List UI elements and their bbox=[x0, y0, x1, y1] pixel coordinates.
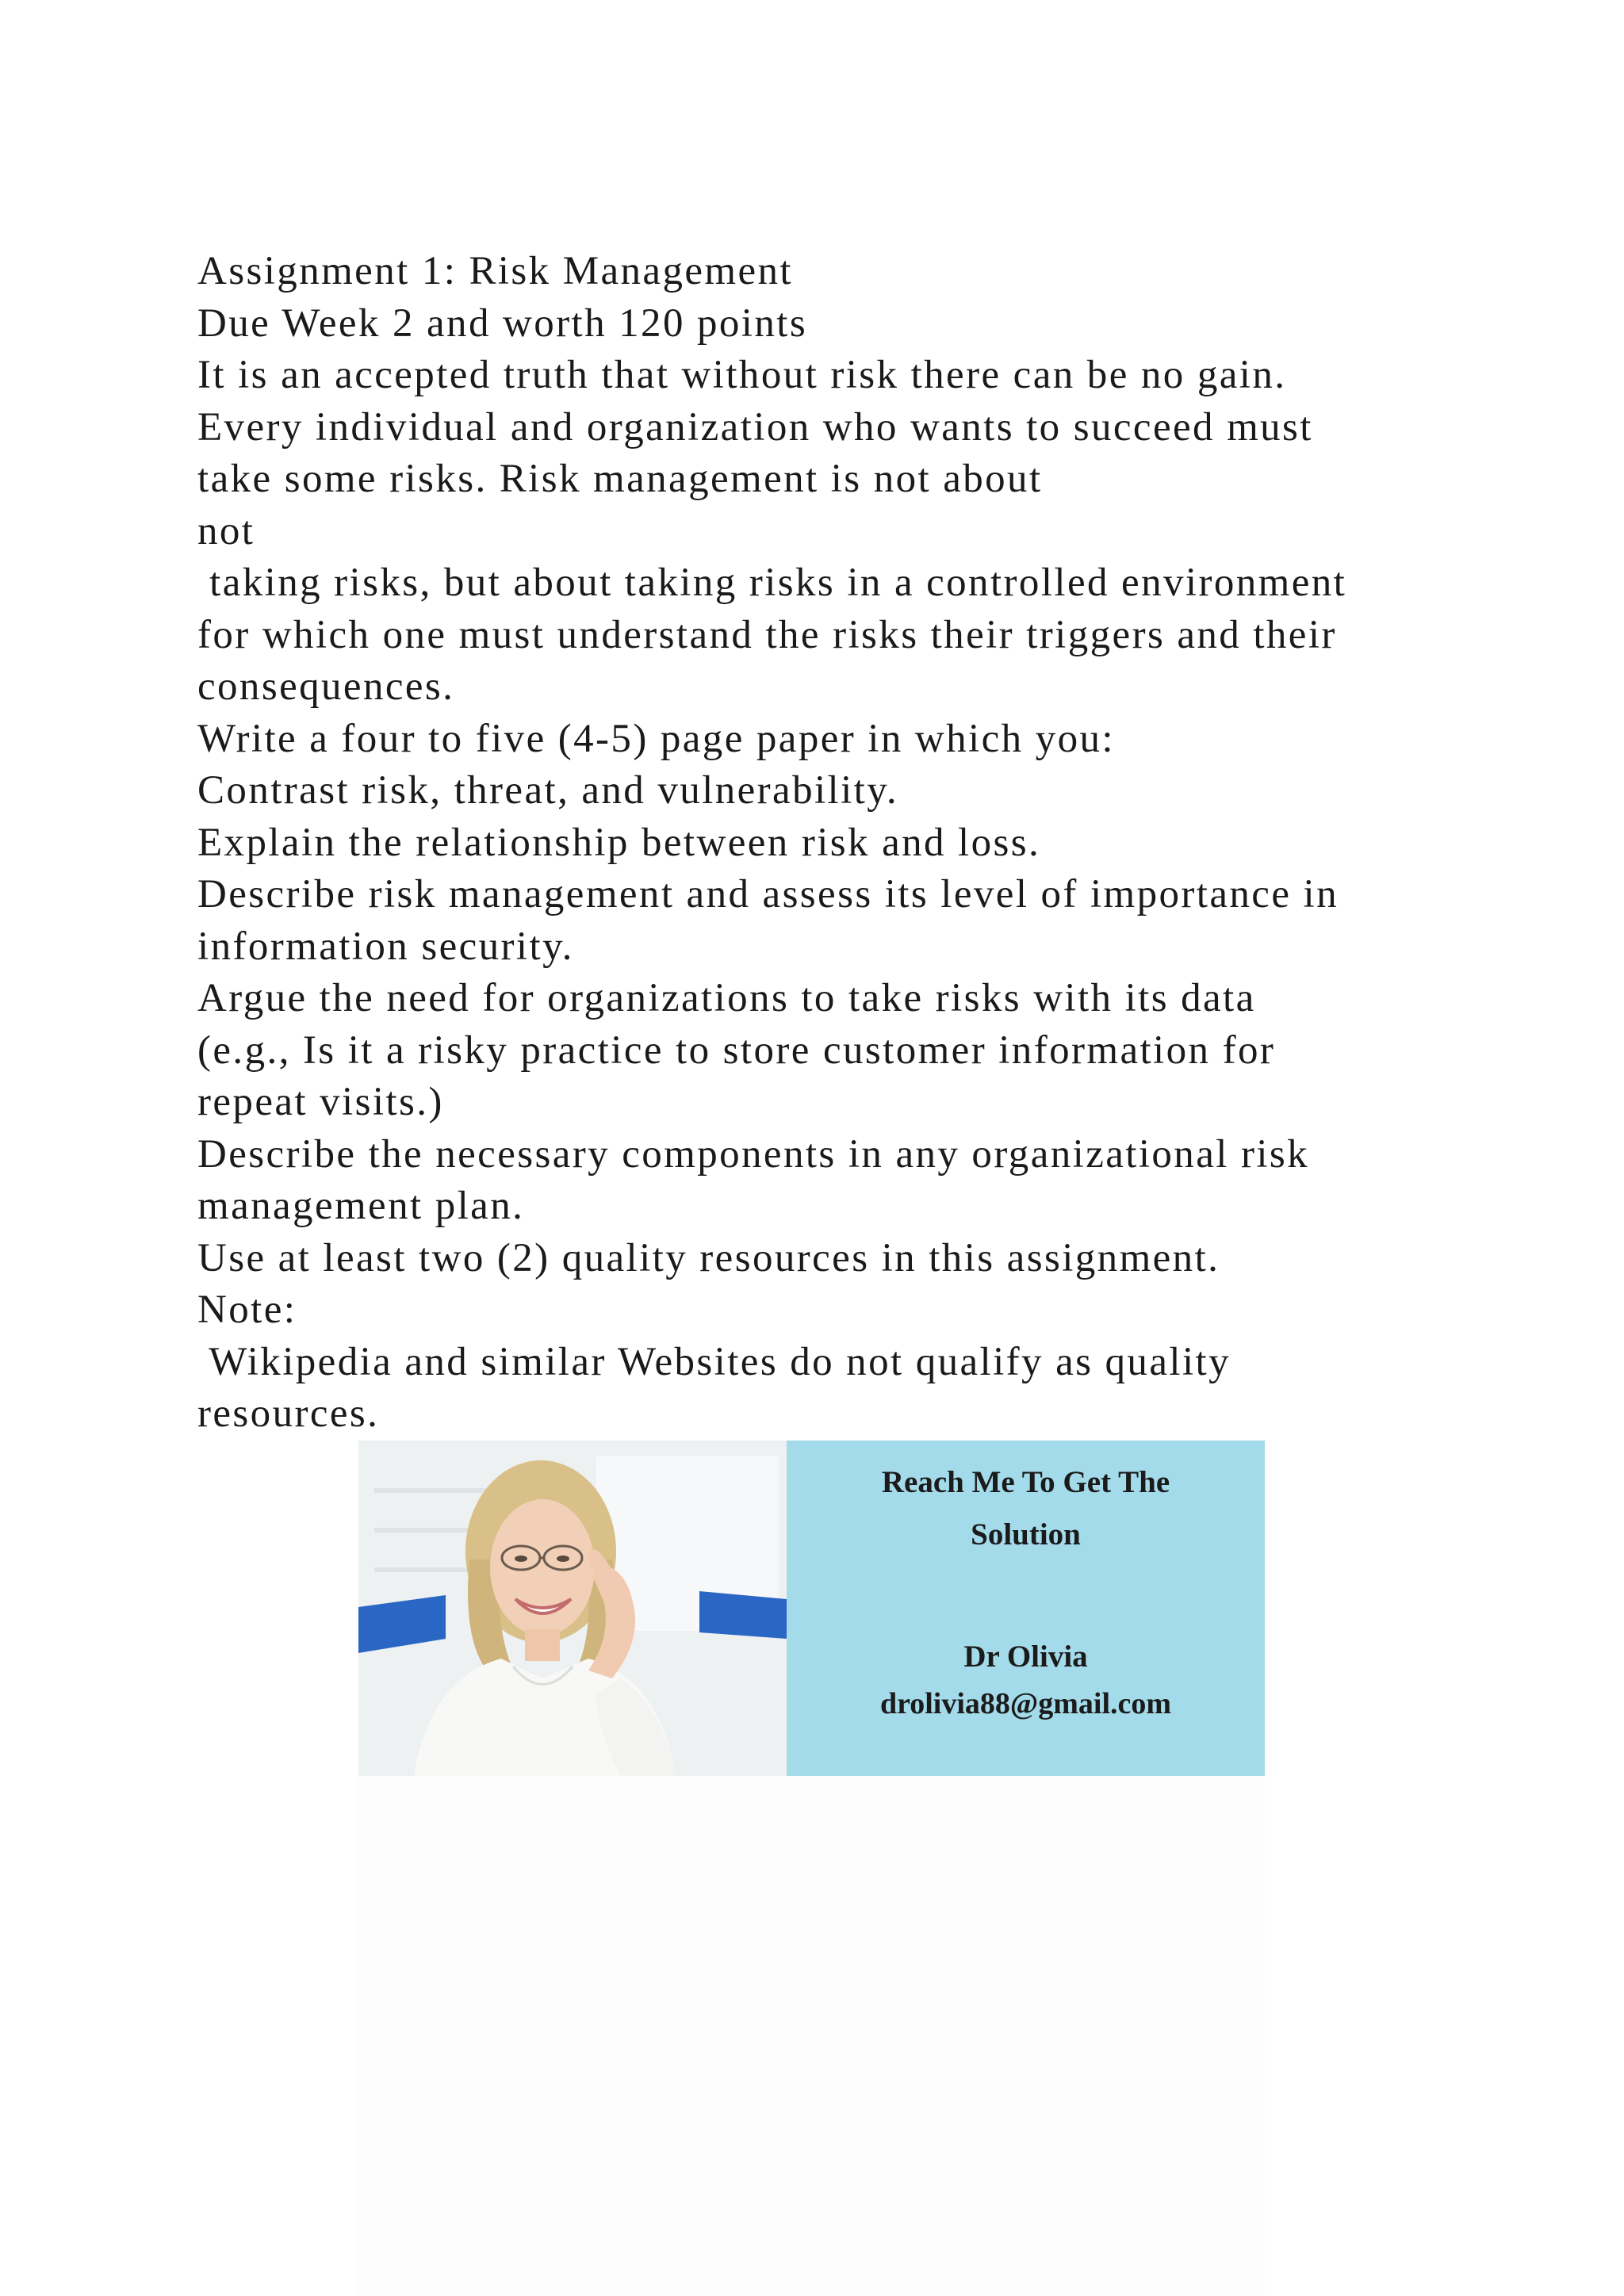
banner-title: Solution bbox=[971, 1517, 1081, 1552]
assignment-text bbox=[197, 246, 1434, 1441]
contact-panel bbox=[787, 1441, 1265, 1776]
blank-region bbox=[358, 1776, 1265, 2296]
requirement-item: Use at least two (2) quality resources in this assignment. bbox=[197, 1235, 1220, 1280]
requirement-item: (e.g., Is it a risky practice to store customer information for bbox=[197, 1027, 1276, 1073]
contact-name: Dr Olivia bbox=[963, 1640, 1088, 1674]
woman-photo bbox=[358, 1441, 787, 1776]
requirement-item: Argue the need for organizations to take risks with its data bbox=[197, 976, 1256, 1020]
paragraph-line: Every individual and organization who wants to succeed must bbox=[197, 404, 1313, 450]
contact-email: drolivia88@gmail.com bbox=[879, 1687, 1172, 1720]
note-label: Note: bbox=[197, 1288, 297, 1332]
woman-illustration bbox=[358, 1441, 787, 1776]
assignment-title: Assignment 1: Risk Management bbox=[197, 249, 793, 293]
paragraph-line: take some risks. Risk management is not about bbox=[197, 457, 1043, 501]
note-text: Wikipedia and similar Websites do not qualify as quality bbox=[197, 1339, 1231, 1384]
instruction-line: Write a four to five (4-5) page paper in which you: bbox=[197, 716, 1115, 761]
paragraph-line: consequences. bbox=[197, 664, 455, 709]
due-line: Due Week 2 and worth 120 points bbox=[197, 300, 808, 346]
contact-banner bbox=[358, 1441, 1265, 1776]
requirement-item: Explain the relationship between risk and loss. bbox=[197, 820, 1041, 865]
paragraph-line: It is an accepted truth that without risk there can be no gain. bbox=[197, 353, 1287, 397]
paragraph-line: taking risks, but about taking risks in a controlled environment bbox=[197, 561, 1347, 605]
paragraph-line: for which one must understand the risks their triggers and their bbox=[197, 612, 1337, 657]
requirement-item: information security. bbox=[197, 924, 574, 969]
requirement-item: repeat visits.) bbox=[197, 1080, 444, 1124]
requirement-item: management plan. bbox=[197, 1184, 525, 1228]
requirement-item: Describe risk management and assess its level of importance in bbox=[197, 872, 1339, 916]
requirement-item: Contrast risk, threat, and vulnerability. bbox=[197, 768, 898, 813]
requirement-item: Describe the necessary components in any organizational risk bbox=[197, 1131, 1310, 1177]
paragraph-line: not bbox=[197, 508, 255, 553]
banner-title: Reach Me To Get The bbox=[881, 1465, 1170, 1499]
note-text: resources. bbox=[197, 1391, 380, 1436]
